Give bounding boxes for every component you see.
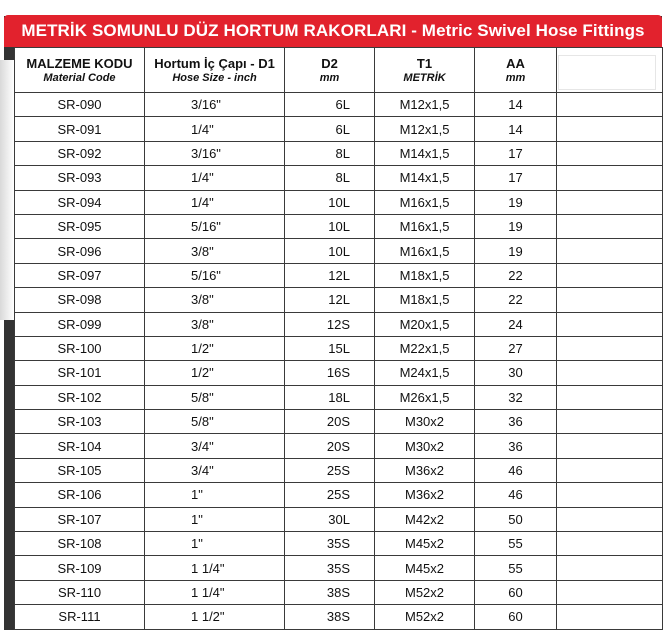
cell-aa: 46 <box>475 483 557 507</box>
cell-hose-size: 3/4" <box>145 458 285 482</box>
cell-empty <box>557 434 663 458</box>
table-row <box>15 336 663 360</box>
cell-d2: 12L <box>285 263 375 287</box>
cell-aa: 19 <box>475 214 557 238</box>
cell-aa: 19 <box>475 239 557 263</box>
header-material-code: MALZEME KODU Material Code <box>15 48 145 93</box>
cell-hose-size: 3/4" <box>145 434 285 458</box>
table-row <box>15 166 663 190</box>
cell-hose-size: 3/16" <box>145 141 285 165</box>
cell-t1: M30x2 <box>375 434 475 458</box>
cell-d2: 12S <box>285 312 375 336</box>
cell-empty <box>557 312 663 336</box>
header-blank-box <box>558 55 656 90</box>
cell-hose-size: 1" <box>145 532 285 556</box>
cell-aa: 22 <box>475 288 557 312</box>
cell-d2: 12L <box>285 288 375 312</box>
cell-hose-size: 3/16" <box>145 93 285 117</box>
cell-hose-size: 5/16" <box>145 263 285 287</box>
cell-code: SR-090 <box>15 93 145 117</box>
cell-code: SR-100 <box>15 336 145 360</box>
cell-hose-size: 1/4" <box>145 166 285 190</box>
cell-t1: M52x2 <box>375 580 475 604</box>
table-row <box>15 288 663 312</box>
table-row <box>15 556 663 580</box>
cell-hose-size: 1/2" <box>145 336 285 360</box>
cell-code: SR-094 <box>15 190 145 214</box>
cell-code: SR-105 <box>15 458 145 482</box>
cell-aa: 36 <box>475 434 557 458</box>
cell-empty <box>557 532 663 556</box>
cell-t1: M36x2 <box>375 458 475 482</box>
table-row <box>15 214 663 238</box>
cell-aa: 24 <box>475 312 557 336</box>
cell-d2: 16S <box>285 361 375 385</box>
table-row <box>15 141 663 165</box>
cell-empty <box>557 336 663 360</box>
table-row <box>15 458 663 482</box>
cell-empty <box>557 605 663 629</box>
cell-aa: 17 <box>475 141 557 165</box>
cell-t1: M36x2 <box>375 483 475 507</box>
header-hose-size: Hortum İç Çapı - D1 Hose Size - inch <box>145 48 285 93</box>
cell-code: SR-104 <box>15 434 145 458</box>
cell-empty <box>557 507 663 531</box>
cell-aa: 60 <box>475 580 557 604</box>
cell-t1: M22x1,5 <box>375 336 475 360</box>
cell-d2: 20S <box>285 434 375 458</box>
table-row <box>15 410 663 434</box>
cell-code: SR-093 <box>15 166 145 190</box>
cell-code: SR-111 <box>15 605 145 629</box>
cell-t1: M42x2 <box>375 507 475 531</box>
cell-aa: 50 <box>475 507 557 531</box>
cell-empty <box>557 117 663 141</box>
cell-d2: 35S <box>285 532 375 556</box>
cell-aa: 14 <box>475 117 557 141</box>
cell-t1: M24x1,5 <box>375 361 475 385</box>
cell-d2: 18L <box>285 385 375 409</box>
cell-t1: M20x1,5 <box>375 312 475 336</box>
cell-hose-size: 5/16" <box>145 214 285 238</box>
cell-code: SR-106 <box>15 483 145 507</box>
table-row <box>15 312 663 336</box>
cell-hose-size: 1 1/4" <box>145 580 285 604</box>
cell-empty <box>557 580 663 604</box>
cell-code: SR-101 <box>15 361 145 385</box>
cell-code: SR-095 <box>15 214 145 238</box>
cell-code: SR-108 <box>15 532 145 556</box>
cell-d2: 6L <box>285 117 375 141</box>
cell-empty <box>557 93 663 117</box>
table-row <box>15 263 663 287</box>
cell-hose-size: 1 1/2" <box>145 605 285 629</box>
cell-empty <box>557 141 663 165</box>
cell-aa: 32 <box>475 385 557 409</box>
cell-aa: 14 <box>475 93 557 117</box>
table-row <box>15 532 663 556</box>
cell-aa: 27 <box>475 336 557 360</box>
cell-d2: 6L <box>285 93 375 117</box>
cell-aa: 17 <box>475 166 557 190</box>
header-aa: AA mm <box>475 48 557 93</box>
cell-d2: 8L <box>285 166 375 190</box>
cell-code: SR-103 <box>15 410 145 434</box>
cell-empty <box>557 361 663 385</box>
cell-t1: M16x1,5 <box>375 190 475 214</box>
cell-t1: M45x2 <box>375 532 475 556</box>
cell-t1: M12x1,5 <box>375 117 475 141</box>
cell-d2: 35S <box>285 556 375 580</box>
cell-d2: 20S <box>285 410 375 434</box>
cell-empty <box>557 410 663 434</box>
cell-d2: 8L <box>285 141 375 165</box>
cell-empty <box>557 166 663 190</box>
cell-d2: 38S <box>285 605 375 629</box>
cell-hose-size: 5/8" <box>145 410 285 434</box>
cell-aa: 55 <box>475 532 557 556</box>
cell-code: SR-099 <box>15 312 145 336</box>
cell-code: SR-092 <box>15 141 145 165</box>
cell-t1: M30x2 <box>375 410 475 434</box>
table-row <box>15 385 663 409</box>
cell-code: SR-097 <box>15 263 145 287</box>
cell-empty <box>557 458 663 482</box>
cell-empty <box>557 483 663 507</box>
cell-hose-size: 1/4" <box>145 190 285 214</box>
cell-hose-size: 3/8" <box>145 312 285 336</box>
cell-t1: M18x1,5 <box>375 288 475 312</box>
cell-d2: 15L <box>285 336 375 360</box>
cell-hose-size: 3/8" <box>145 239 285 263</box>
cell-code: SR-102 <box>15 385 145 409</box>
table-row <box>15 190 663 214</box>
table-row <box>15 361 663 385</box>
cell-hose-size: 5/8" <box>145 385 285 409</box>
cell-empty <box>557 190 663 214</box>
cell-aa: 30 <box>475 361 557 385</box>
cell-aa: 46 <box>475 458 557 482</box>
cell-t1: M14x1,5 <box>375 141 475 165</box>
cell-empty <box>557 263 663 287</box>
cell-d2: 30L <box>285 507 375 531</box>
cell-empty <box>557 556 663 580</box>
cell-hose-size: 1 1/4" <box>145 556 285 580</box>
cell-aa: 22 <box>475 263 557 287</box>
cell-code: SR-110 <box>15 580 145 604</box>
cell-code: SR-098 <box>15 288 145 312</box>
cell-t1: M16x1,5 <box>375 239 475 263</box>
cell-empty <box>557 214 663 238</box>
table-row <box>15 117 663 141</box>
cell-hose-size: 1" <box>145 507 285 531</box>
table-row <box>15 93 663 117</box>
cell-d2: 10L <box>285 190 375 214</box>
title-banner: METRİK SOMUNLU DÜZ HORTUM RAKORLARI - Metric Swivel Hose Fittings <box>4 15 662 47</box>
cell-t1: M14x1,5 <box>375 166 475 190</box>
cell-hose-size: 1/4" <box>145 117 285 141</box>
cell-t1: M45x2 <box>375 556 475 580</box>
cell-code: SR-109 <box>15 556 145 580</box>
cell-code: SR-107 <box>15 507 145 531</box>
cell-aa: 55 <box>475 556 557 580</box>
header-d2: D2 mm <box>285 48 375 93</box>
header-t1: T1 METRİK <box>375 48 475 93</box>
cell-d2: 10L <box>285 239 375 263</box>
table-row <box>15 507 663 531</box>
table-row <box>15 239 663 263</box>
table-row <box>15 605 663 629</box>
cell-aa: 36 <box>475 410 557 434</box>
cell-empty <box>557 288 663 312</box>
cell-hose-size: 1/2" <box>145 361 285 385</box>
cell-t1: M26x1,5 <box>375 385 475 409</box>
table-row <box>15 434 663 458</box>
cell-t1: M52x2 <box>375 605 475 629</box>
cell-d2: 25S <box>285 483 375 507</box>
cell-t1: M12x1,5 <box>375 93 475 117</box>
cell-aa: 60 <box>475 605 557 629</box>
cell-d2: 25S <box>285 458 375 482</box>
cell-empty <box>557 239 663 263</box>
cell-d2: 38S <box>285 580 375 604</box>
cell-hose-size: 1" <box>145 483 285 507</box>
cell-t1: M16x1,5 <box>375 214 475 238</box>
cell-hose-size: 3/8" <box>145 288 285 312</box>
page-shadow <box>0 60 14 320</box>
cell-empty <box>557 385 663 409</box>
top-margin <box>4 0 662 16</box>
table-row <box>15 483 663 507</box>
cell-aa: 19 <box>475 190 557 214</box>
cell-code: SR-091 <box>15 117 145 141</box>
fittings-table <box>14 47 663 630</box>
cell-t1: M18x1,5 <box>375 263 475 287</box>
table-row <box>15 580 663 604</box>
cell-code: SR-096 <box>15 239 145 263</box>
cell-d2: 10L <box>285 214 375 238</box>
